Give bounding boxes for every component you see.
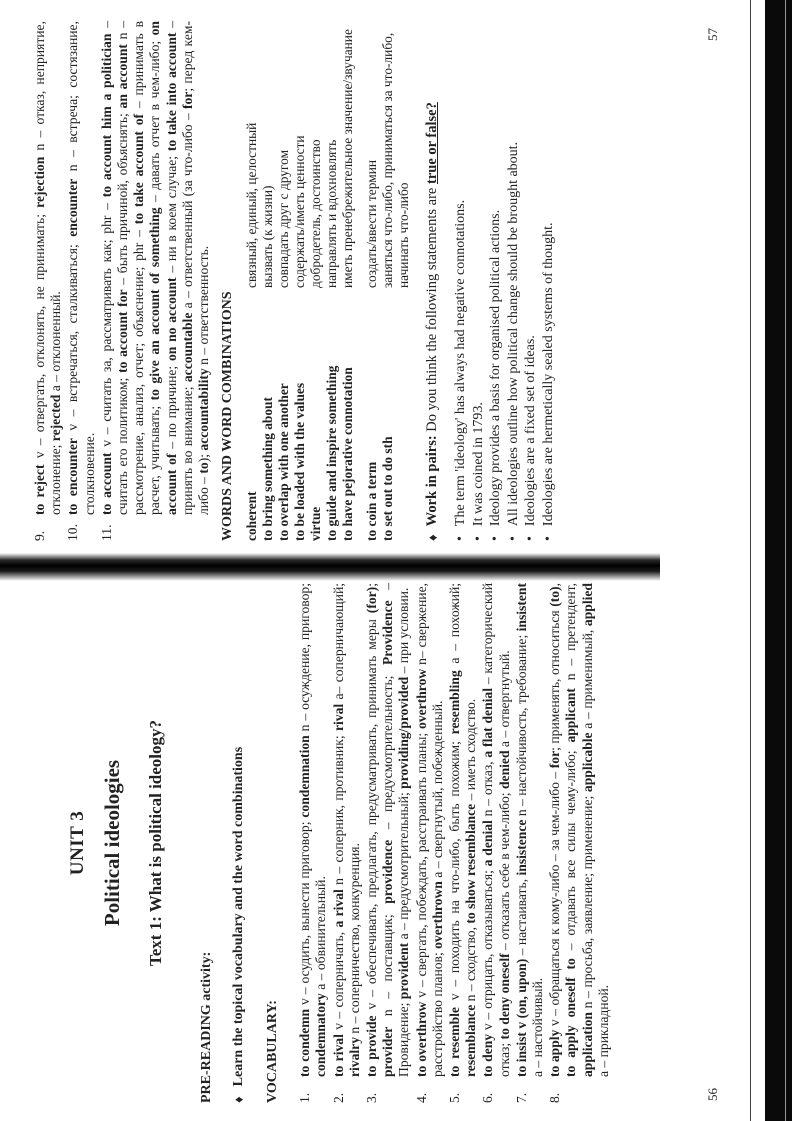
vocabulary-item-number: 7.: [513, 1092, 529, 1103]
bullet-icon: •: [470, 536, 486, 541]
vocabulary-term: overthrown: [429, 881, 445, 949]
vocabulary-term: to provide: [364, 1015, 380, 1077]
vocabulary-heading: VOCABULARY:: [265, 1000, 281, 1103]
bullet-icon: •: [488, 536, 504, 541]
chapter-title: Political ideologies: [100, 759, 125, 927]
vocabulary-term: rival: [330, 703, 346, 732]
vocabulary-term: to resemble: [447, 1007, 463, 1077]
vocabulary-definition: – по причине;: [163, 361, 179, 454]
vocabulary-definition: – настаивать,: [513, 875, 529, 959]
vocabulary-definition: ,: [547, 583, 563, 587]
vocabulary-term: to account: [98, 452, 114, 515]
vocabulary-item: [65, 21, 97, 541]
vocabulary-definition: v – встречаться, сталкиваться;: [65, 236, 81, 439]
vocabulary-term: accountable: [179, 312, 195, 383]
vocabulary-definition: n – поставщик;: [380, 903, 396, 1027]
vocabulary-item-number: 9.: [32, 530, 47, 541]
word-combination-english: to overlap with one another: [276, 383, 292, 541]
vocabulary-definition: n – соперничество, конкуренция.: [346, 843, 362, 1037]
statement-text: It was coined in 1793.: [470, 402, 486, 527]
word-combinations-heading: WORDS AND WORD COMBINATIONS: [220, 291, 236, 541]
vocabulary-item: [547, 583, 612, 1103]
vocabulary-definition: a – настойчивый.: [530, 977, 546, 1077]
vocabulary-definition: – Провидение;: [380, 583, 412, 1077]
vocabulary-term: for: [179, 91, 195, 110]
vocabulary-list: [297, 583, 612, 1103]
vocabulary-definition: – предусмотрительность;: [380, 665, 396, 840]
vocabulary-item-number: 10.: [65, 524, 81, 541]
vocabulary-definition: n – осуждение, приговор;: [297, 583, 313, 736]
task-text: Learn the topical vocabulary and the word combinations: [230, 746, 246, 1087]
vocabulary-definition: n – ответственность.: [196, 245, 212, 369]
statement-item: [488, 21, 505, 541]
vocabulary-term: to apply: [547, 1029, 563, 1077]
word-combination-russian: добродетель, достоинство: [308, 139, 324, 288]
vocabulary-term: provident: [396, 942, 412, 1000]
vocabulary-definition: – иметь сходство.: [463, 698, 479, 804]
vocabulary-item-number: 8.: [547, 1092, 563, 1103]
vocabulary-term: to rival: [330, 1034, 346, 1077]
vocabulary-item-number: 4.: [413, 1092, 429, 1103]
word-combination-english: coherent: [244, 491, 260, 541]
word-combination-english: to be loaded with the values: [292, 382, 308, 541]
vocabulary-item-number: 5.: [447, 1092, 463, 1103]
vocabulary-term: applied: [579, 583, 595, 627]
vocabulary-definition: – отказать себе в чем-либо;: [496, 789, 512, 954]
vocabulary-definition: – при условии.: [396, 587, 412, 677]
vocabulary-definition: a – похожий;: [447, 583, 463, 671]
vocabulary-term: (for): [364, 586, 380, 614]
word-combination-russian: создать/ввести термин: [364, 159, 380, 288]
bullet-icon: •: [505, 536, 521, 541]
vocabulary-definition: v – осудить, вынести приговор;: [297, 817, 313, 1009]
vocabulary-term: to deny: [480, 1033, 496, 1077]
vocabulary-item-number: 2.: [330, 1092, 346, 1103]
vocabulary-definition: ; применять, относиться: [547, 606, 563, 751]
vocabulary-definition: v – считать за, рассматривать как; phr –: [98, 197, 114, 453]
vocabulary-item-number: 3.: [364, 1092, 380, 1103]
vocabulary-definition: a – ответственный (за что-либо –: [179, 109, 195, 313]
bullet-icon: •: [523, 536, 539, 541]
diamond-bullet-icon: ♦: [425, 534, 441, 541]
page-number-left: 56: [705, 1088, 720, 1101]
vocabulary-definition: a – обвинительный.: [313, 876, 329, 994]
vocabulary-term: to deny oneself: [496, 953, 512, 1040]
left-page: [32, 583, 722, 1103]
vocabulary-term: applicant: [563, 688, 579, 743]
unit-title: UNIT 3: [67, 810, 88, 876]
vocabulary-term: (to): [547, 586, 563, 607]
statement-item: [541, 21, 558, 541]
statement-text: Ideologies are hermetically sealed systems of thought.: [540, 222, 556, 527]
bullet-icon: •: [453, 536, 469, 541]
vocabulary-term: insistent: [513, 583, 529, 632]
word-combination-russian: направлять и вдохновлять: [324, 139, 340, 288]
vocabulary-item: [513, 583, 546, 1103]
vocabulary-definition: n – просьба, заявление; применение;: [579, 792, 595, 1013]
vocabulary-definition: v – обращаться к кому-либо – за чем-либо –: [547, 768, 563, 1030]
word-combinations-table: [244, 21, 412, 541]
vocabulary-definition: n – отказ, неприятие, отклонение;: [32, 21, 64, 515]
vocabulary-definition: ; перед кем-либо –: [179, 21, 212, 515]
statement-text: Ideologies are a fixed set of ideas.: [523, 335, 539, 527]
work-question: Do you think the following statements are: [424, 184, 441, 436]
vocabulary-definition: v – свергать, побеждать, расстраивать планы;: [413, 728, 429, 1002]
vocabulary-term: resembling: [447, 670, 463, 735]
vocabulary-definition: a – прикладной.: [595, 984, 611, 1077]
word-combination-russian: содержать/иметь ценности: [292, 135, 308, 288]
vocabulary-term: providence: [380, 839, 396, 904]
vocabulary-definition: n – претендент,: [563, 583, 579, 689]
vocabulary-term: providing/provided: [396, 676, 412, 789]
vocabulary-term: to give an account of something: [147, 207, 163, 401]
vocabulary-definition: a – применимый,: [579, 626, 595, 733]
work-in-pairs-text: [424, 102, 441, 526]
statement-text: All ideologies outline how political change should be brought about.: [505, 141, 521, 527]
vocabulary-definition: a – отвергнутый.: [496, 650, 512, 751]
vocabulary-item: [297, 583, 329, 1103]
word-combination-russian: совпадать друг с другом: [276, 149, 292, 288]
vocabulary-term: overthrow: [413, 668, 429, 729]
vocabulary-definition: );: [196, 450, 212, 463]
vocabulary-term: rejected: [48, 394, 64, 442]
vocabulary-item: [480, 583, 512, 1103]
bullet-icon: •: [540, 536, 556, 541]
statement-item: [453, 21, 470, 541]
vocabulary-item: [330, 582, 363, 1103]
vocabulary-definition: – ни в коем случае;: [163, 151, 179, 278]
vocabulary-definition: – быть причиной, объяснять;: [115, 108, 131, 290]
vocabulary-term: to insist v (on, upon): [513, 958, 529, 1077]
vocabulary-definition: a – свергнутый, побежденный.: [429, 700, 445, 882]
vocabulary-term: to show resemblance: [463, 803, 479, 924]
vocabulary-term: an account: [115, 44, 131, 109]
vocabulary-item: [98, 20, 212, 541]
vocabulary-definition: – считать его политиком;: [98, 21, 131, 515]
vocabulary-definition: n – встреча; состязание, столкновение.: [65, 21, 97, 515]
vocabulary-term: to account for: [115, 289, 131, 373]
vocabulary-term: encounter: [65, 178, 81, 237]
vocabulary-term: to condemn: [297, 1008, 313, 1077]
word-combination-english: to guide and inspire something: [324, 365, 340, 541]
statement-text: The term 'ideology' has always had negative connotations.: [453, 199, 469, 527]
vocabulary-term: on no account: [163, 277, 179, 362]
statement-item: [506, 21, 523, 541]
vocabulary-definition: – принимать в расчет, учитывать;: [131, 20, 163, 515]
vocabulary-definition: n – отказ,: [480, 757, 496, 821]
vocabulary-item-number: 6.: [480, 1092, 496, 1103]
vocabulary-term: to take into account: [163, 32, 179, 152]
vocabulary-term: to encounter: [65, 438, 81, 515]
statements-list: [453, 21, 557, 541]
vocabulary-term: on account of: [147, 21, 179, 515]
word-combination-russian: связный, единый, целостный: [244, 122, 260, 288]
vocabulary-term: to apply oneself to: [563, 958, 579, 1077]
vocabulary-term: to overthrow: [413, 1001, 429, 1077]
vocabulary-definition: n– свержение, расстройство планов;: [413, 583, 445, 1077]
word-combination-english: to have pejorative connotation: [340, 367, 356, 541]
vocabulary-term: to take account of: [131, 113, 147, 225]
vocabulary-term: provider: [380, 1026, 396, 1077]
vocabulary-term: denied: [496, 750, 512, 790]
vocabulary-definition: – отдавать все силы чему-либо;: [563, 742, 579, 959]
statement-text: Ideology provides a basis for organised political actions.: [488, 209, 504, 527]
word-combination-english: to bring something about: [260, 397, 276, 541]
vocabulary-definition: n – настойчивость, требование;: [513, 631, 529, 820]
work-in-pairs-task: [424, 21, 441, 541]
vocabulary-item-number: 11.: [98, 524, 114, 541]
vocabulary-term: to: [196, 462, 212, 474]
vocabulary-term: to account him a politician: [98, 33, 114, 198]
vocabulary-term: a rival: [330, 889, 346, 928]
vocabulary-term: for: [547, 750, 563, 769]
vocabulary-definition: n – рассмотрение, анализ, отчет; объяснение; phr –: [115, 20, 147, 515]
word-combination-russian: вызвать (к жизни): [260, 185, 276, 288]
vocabulary-term: condemnatory: [313, 993, 329, 1077]
statement-item: [471, 21, 488, 541]
vocabulary-definition: – давать отчет в чем-либо;: [147, 35, 163, 208]
vocabulary-definition: n – соперник, противник;: [330, 731, 346, 890]
vocabulary-definition: v – соперничать,: [330, 927, 346, 1035]
vocabulary-term: Providence: [380, 600, 396, 666]
vocabulary-item: [413, 583, 446, 1103]
vocabulary-term: applicable: [579, 732, 595, 793]
vocabulary-definition: – категорический отказ;: [480, 583, 512, 1077]
word-combination-english: virtue: [308, 506, 324, 541]
vocabulary-definition: a – предусмотрительный;: [396, 788, 412, 943]
vocabulary-item: [32, 21, 64, 541]
pre-reading-heading: PRE-READING activity:: [198, 951, 214, 1103]
vocabulary-list-continued: [32, 21, 212, 541]
word-combination-russian: иметь пренебрежительное значение/звучание: [340, 29, 356, 288]
vocabulary-definition: – принять во внимание;: [163, 21, 195, 515]
vocabulary-term: rejection: [32, 156, 47, 208]
vocabulary-definition: v – походить на что-либо, быть похожим;: [447, 734, 463, 1008]
page-number-right: 57: [705, 28, 720, 41]
vocabulary-definition: n – сходство,: [463, 923, 479, 1005]
book-gutter: [0, 553, 660, 581]
scan-rule-bottom: [785, 0, 786, 1121]
statement-item: [523, 21, 540, 541]
scan-rule: [750, 0, 751, 1121]
vocabulary-term: application: [579, 1012, 595, 1077]
task-line: [231, 583, 247, 1103]
vocabulary-definition: a– соперничающий;: [330, 582, 346, 704]
vocabulary-term: to reject: [32, 464, 47, 515]
vocabulary-item: [447, 583, 479, 1103]
word-combination-russian: заняться что-либо, приниматься за что-либо, начинать что-либо: [380, 32, 412, 288]
vocabulary-definition: a – отклоненный.: [48, 291, 64, 395]
true-or-false-label: true or false?: [424, 102, 441, 185]
vocabulary-term: condemnation: [297, 735, 313, 818]
vocabulary-definition: ;: [364, 583, 380, 587]
diamond-bullet-icon: ♦: [230, 1096, 246, 1103]
right-page: [32, 21, 722, 541]
vocabulary-term: resemblance: [463, 1004, 479, 1077]
word-combination-english: to set out to do sth: [380, 436, 396, 541]
scan-edge-bar: [765, 0, 792, 1121]
text-title: Text 1: What is political ideology?: [146, 719, 166, 967]
vocabulary-definition: v – отрицать, отказываться;: [480, 866, 496, 1034]
work-label: Work in pairs:: [424, 435, 441, 527]
vocabulary-term: insistence: [513, 819, 529, 876]
word-combination-english: to coin a term: [364, 461, 380, 541]
vocabulary-definition: v – обеспечивать, предлагать, предусматривать, принимать меры: [364, 613, 380, 1016]
vocabulary-term: a flat denial: [480, 688, 496, 758]
vocabulary-term: accountability: [196, 368, 212, 451]
vocabulary-term: a denial: [480, 820, 496, 867]
vocabulary-term: rivalry: [346, 1036, 362, 1077]
vocabulary-definition: v – отвергать, отклонять, не принимать;: [32, 207, 47, 465]
vocabulary-item: [364, 583, 413, 1103]
vocabulary-item-number: 1.: [297, 1092, 313, 1103]
